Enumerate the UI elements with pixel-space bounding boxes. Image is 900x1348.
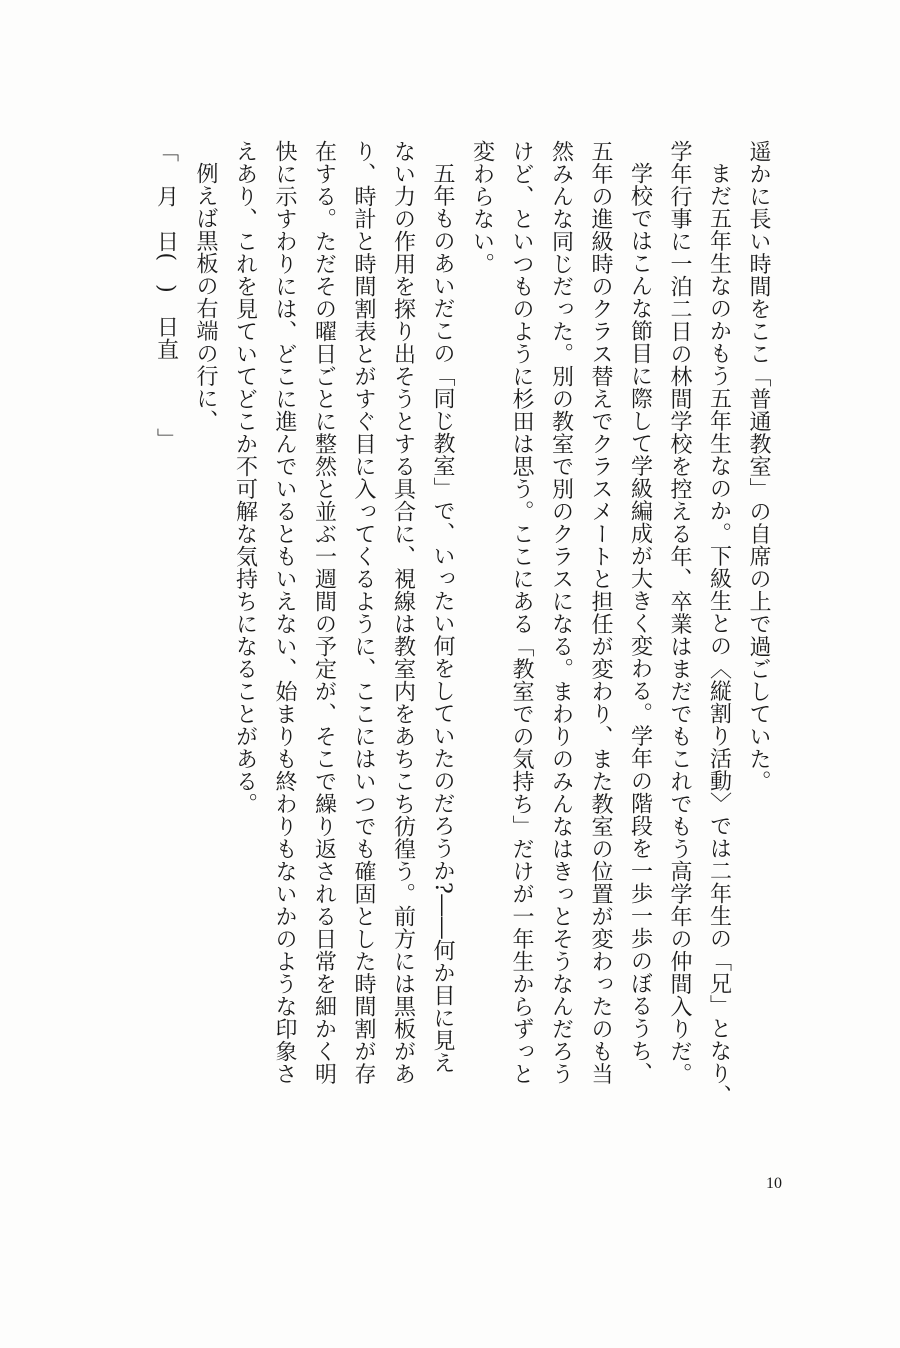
page-number: 10 xyxy=(766,1175,782,1192)
text-line: 在する。ただその曜日ごとに整然と並ぶ一週間の予定が、そこで繰り返される日常を細かく明 xyxy=(311,140,337,1085)
text-line: り、時計と時間割表とがすぐ目に入ってくるように、ここにはいつでも確固とした時間割が存 xyxy=(351,140,376,1085)
vertical-text-body xyxy=(146,140,778,1140)
text-line: 学校ではこんな節目に際して学級編成が大きく変わる。学年の階段を一歩一歩のぼるうち、 xyxy=(627,162,653,1085)
text-line: 「 月 日( ) 日直 」 xyxy=(153,140,179,451)
text-line: 快に示すわりには、どこに進んでいるともいえない、始まりも終わりもないかのような印象さ xyxy=(272,140,297,1085)
text-line: 五年の進級時のクラス替えでクラスメートと担任が変わり、また教室の位置が変わったのも当 xyxy=(588,140,613,1085)
text-line: ない力の作用を探り出そうとする具合に、視線は教室内をあちこち彷徨う。前方には黒板があ xyxy=(390,140,416,1085)
text-line: けど、といつものように杉田は思う。ここにある「教室での気持ち」だけが一年生からずっと xyxy=(509,140,534,1085)
text-line: 例えば黒板の右端の行に、 xyxy=(193,162,218,432)
text-line: えあり、これを見ていてどこか不可解な気持ちになることがある。 xyxy=(232,140,258,815)
text-line: 然みんな同じだった。別の教室で別のクラスになる。まわりのみんなはきっとそうなんだろう xyxy=(548,140,574,1085)
text-line: まだ五年生なのかもう五年生なのか。下級生との〈縦割り活動〉では二年生の「兄」となり、 xyxy=(706,162,732,1107)
text-line: 学年行事に一泊二日の林間学校を控える年、卒業はまだでもこれでもう高学年の仲間入りだ。 xyxy=(667,140,692,1085)
text-line: 変わらない。 xyxy=(469,140,495,275)
text-line: 遥かに長い時間をここ「普通教室」の自席の上で過ごしていた。 xyxy=(746,140,771,793)
text-line: 五年ものあいだこの「同じ教室」で、いったい何をしていたのだろうか?――何か目に見え xyxy=(430,162,455,1075)
